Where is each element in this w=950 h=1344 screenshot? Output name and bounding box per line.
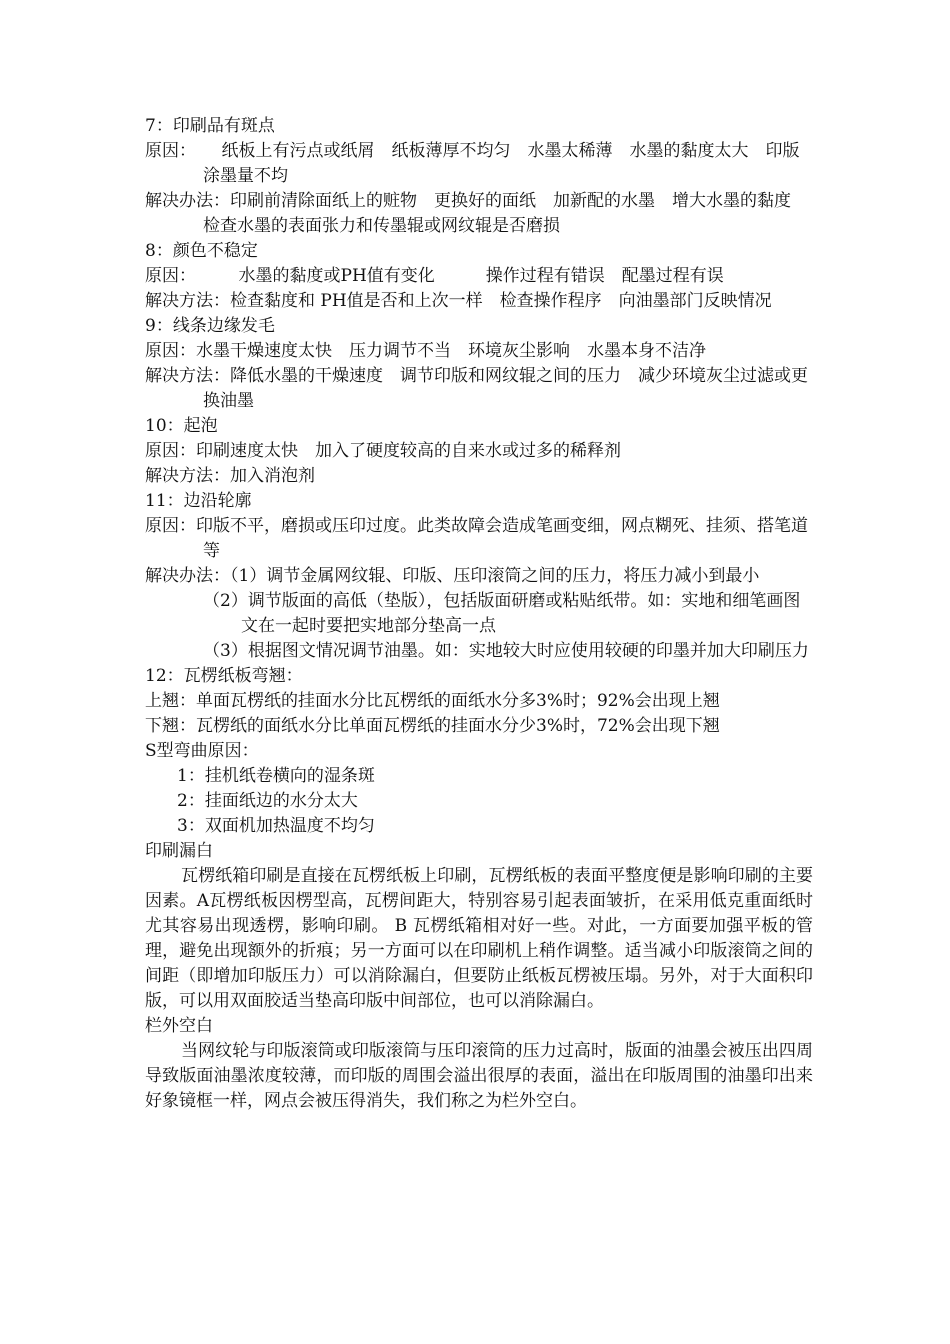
section-7-title: 7：印刷品有斑点 <box>145 116 275 136</box>
list-item: 1：挂机纸卷横向的湿条斑 <box>177 766 375 786</box>
section-11-cause: 原因：印版不平，磨损或压印过度。此类故障会造成笔画变细，网点糊死、挂须、搭笔道等 <box>145 516 808 561</box>
leak-paragraph: 瓦楞纸箱印刷是直接在瓦楞纸板上印刷，瓦楞纸板的表面平整度便是影响印刷的主要因素。A瓦楞纸板因楞型高，瓦楞间距大，特别容易引起表面皱折，在采用低克重面纸时尤其容易出现透楞，影响印刷。 B 瓦楞纸箱相对好一些。对此，一方面要加强平板的管理，避免出现额外的折痕；另一方面可以在印刷机上稍作调整。适当减小印版滚筒之间的间距（即增加印版压力）可以消除漏白，但要防止纸板瓦楞被压塌。另外，对于大面积印版，可以用双面胶适当垫高印版中间部位，也可以消除漏白。 <box>145 866 813 1011</box>
section-11-solution-1: 解决办法：（1）调节金属网纹辊、印版、压印滚筒之间的压力，将压力减小到最小 <box>145 566 760 586</box>
section-12-down: 下翘：瓦楞纸的面纸水分比单面瓦楞纸的挂面水分少3%时，72%会出现下翘 <box>145 716 720 736</box>
section-10-cause: 原因：印刷速度太快 加入了硬度较高的自来水或过多的稀释剂 <box>145 441 621 461</box>
section-11-title: 11：边沿轮廓 <box>145 491 252 511</box>
list-item: 3：双面机加热温度不均匀 <box>177 816 375 836</box>
list-item: 2：挂面纸边的水分太大 <box>177 791 358 811</box>
section-7-solution: 解决办法：印刷前清除面纸上的赃物 更换好的面纸 加新配的水墨 增大水墨的黏度 检查水墨的表面张力和传墨辊或网纹辊是否磨损 <box>145 191 808 236</box>
section-12-s-title: S型弯曲原因： <box>145 741 259 761</box>
section-7-cause: 原因： 纸板上有污点或纸屑 纸板薄厚不均匀 水墨太稀薄 水墨的黏度太大 印版涂墨量不均 <box>145 141 800 186</box>
margin-paragraph: 当网纹轮与印版滚筒或印版滚筒与压印滚筒的压力过高时，版面的油墨会被压出四周导致版面油墨浓度较薄，而印版的周围会溢出很厚的表面，溢出在印版周围的油墨印出来好象镜框一样，网点会被压得消失，我们称之为栏外空白。 <box>145 1041 813 1111</box>
section-9-solution: 解决方法：降低水墨的干燥速度 调节印版和网纹辊之间的压力 减少环境灰尘过滤或更换油墨 <box>145 366 808 411</box>
section-8-solution: 解决方法：检查黏度和 PH值是否和上次一样 检查操作程序 向油墨部门反映情况 <box>145 291 772 311</box>
section-12-title: 12：瓦楞纸板弯翘： <box>145 666 303 686</box>
section-12-up: 上翘：单面瓦楞纸的挂面水分比瓦楞纸的面纸水分多3%时；92%会出现上翘 <box>145 691 720 711</box>
margin-title: 栏外空白 <box>145 1016 213 1036</box>
section-8-title: 8：颜色不稳定 <box>145 241 258 261</box>
leak-title: 印刷漏白 <box>145 841 213 861</box>
section-8-cause: 原因： 水墨的黏度或PH值有变化 操作过程有错误 配墨过程有误 <box>145 266 724 286</box>
section-11-solution-3: （3）根据图文情况调节油墨。如：实地较大时应使用较硬的印墨并加大印刷压力 <box>203 641 809 661</box>
section-11-solution-2: （2）调节版面的高低（垫版），包括版面研磨或粘贴纸带。如：实地和细笔画图文在一起时要把实地部分垫高一点 <box>203 591 801 636</box>
section-9-cause: 原因：水墨干燥速度太快 压力调节不当 环境灰尘影响 水墨本身不洁净 <box>145 341 706 361</box>
section-9-title: 9：线条边缘发毛 <box>145 316 275 336</box>
section-10-title: 10：起泡 <box>145 416 218 436</box>
document-page <box>145 114 813 1114</box>
section-10-solution: 解决方法：加入消泡剂 <box>145 466 315 486</box>
